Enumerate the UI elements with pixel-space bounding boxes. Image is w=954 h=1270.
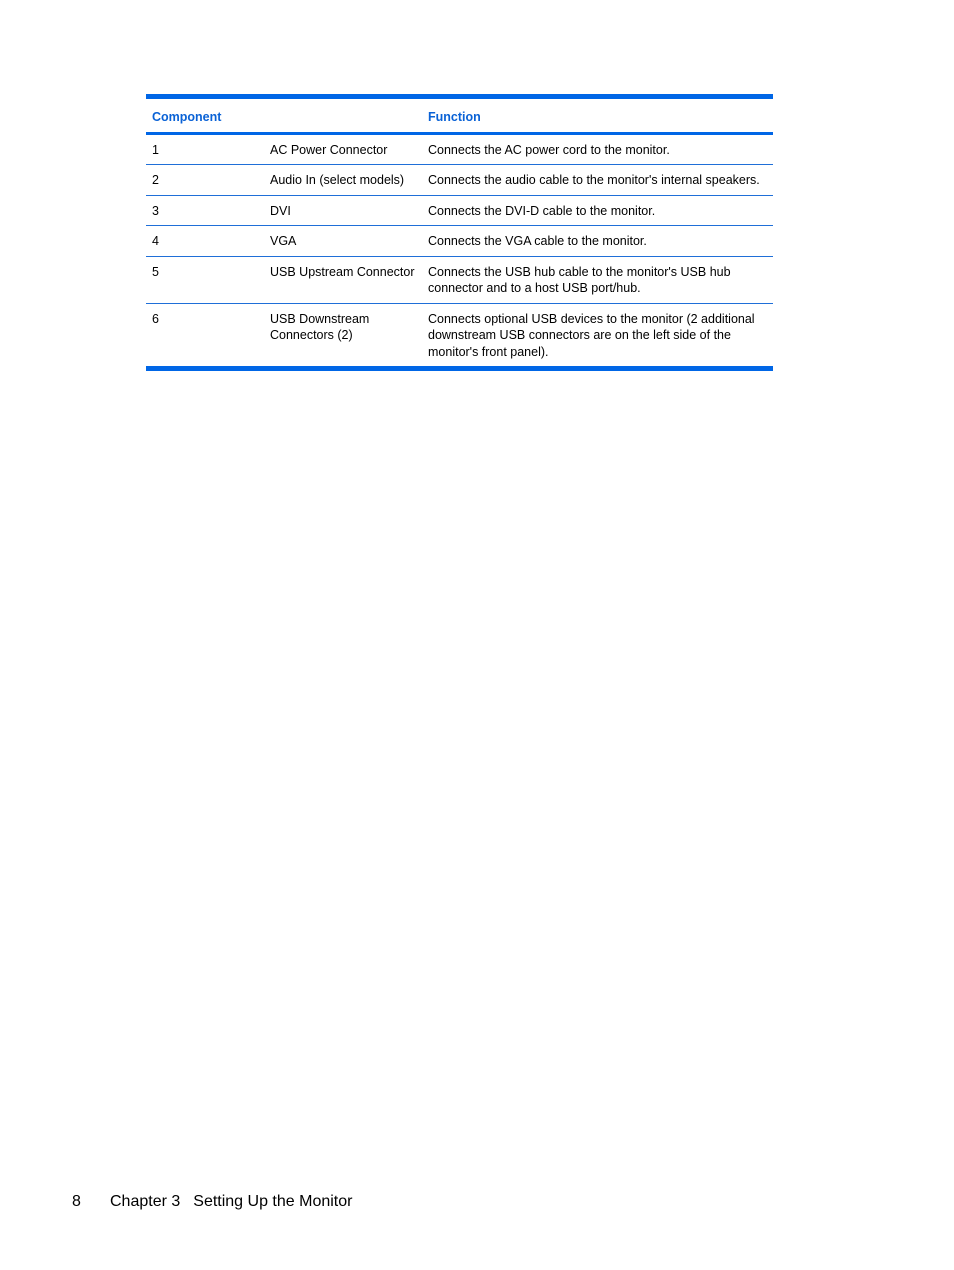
row-function: Connects the USB hub cable to the monitor's USB hub connector and to a host USB port/hub. <box>422 256 773 303</box>
row-function: Connects the audio cable to the monitor's internal speakers. <box>422 165 773 196</box>
row-number: 6 <box>146 303 264 369</box>
table-row <box>146 226 773 257</box>
table-row <box>146 165 773 196</box>
row-component-name: USB Downstream Connectors (2) <box>264 303 422 369</box>
row-number: 1 <box>146 133 264 165</box>
component-table <box>146 94 773 371</box>
table-body <box>146 133 773 369</box>
table-header-row <box>146 97 773 134</box>
chapter-title: Setting Up the Monitor <box>193 1193 353 1210</box>
row-number: 3 <box>146 195 264 226</box>
row-number: 4 <box>146 226 264 257</box>
page-number: 8 <box>72 1193 81 1210</box>
table-row <box>146 256 773 303</box>
table-row <box>146 303 773 369</box>
header-component: Component <box>152 110 222 124</box>
row-function: Connects the AC power cord to the monitor. <box>422 133 773 165</box>
row-function: Connects the DVI-D cable to the monitor. <box>422 195 773 226</box>
row-component-name: Audio In (select models) <box>264 165 422 196</box>
row-number: 5 <box>146 256 264 303</box>
chapter-label: Chapter 3 <box>110 1193 181 1210</box>
table-row <box>146 195 773 226</box>
row-function: Connects optional USB devices to the monitor (2 additional downstream USB connectors are on the left side of the monitor's front panel). <box>422 303 773 369</box>
component-table-container <box>146 94 773 371</box>
row-component-name: AC Power Connector <box>264 133 422 165</box>
header-function: Function <box>428 110 481 124</box>
table-header <box>146 97 773 134</box>
row-number: 2 <box>146 165 264 196</box>
row-component-name: DVI <box>264 195 422 226</box>
row-component-name: VGA <box>264 226 422 257</box>
page-footer <box>72 1192 352 1212</box>
row-component-name: USB Upstream Connector <box>264 256 422 303</box>
row-function: Connects the VGA cable to the monitor. <box>422 226 773 257</box>
table-row <box>146 133 773 165</box>
